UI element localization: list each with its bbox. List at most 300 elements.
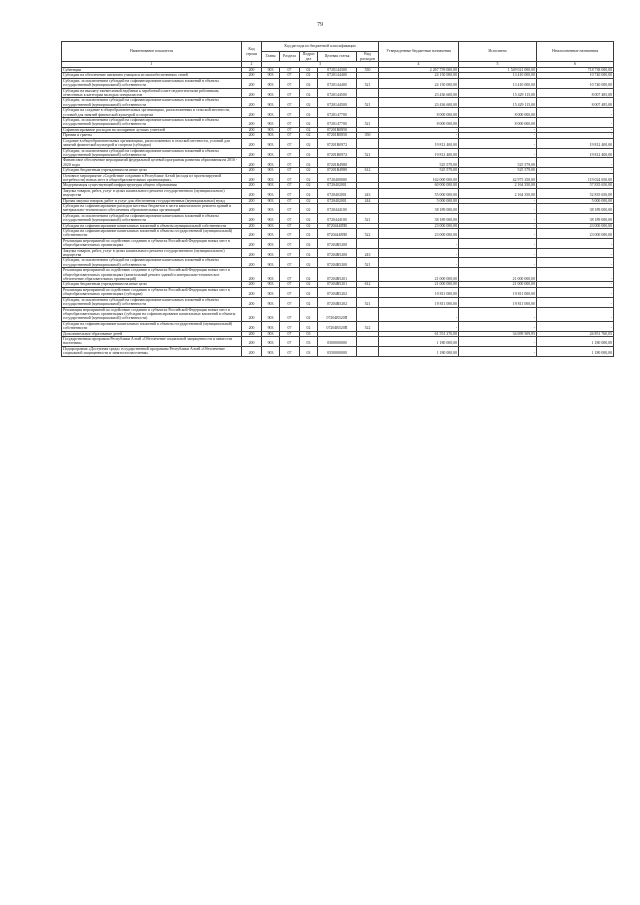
- cell-razdel: 07: [280, 268, 300, 282]
- col-number: 5: [459, 62, 537, 68]
- col-number: 3: [262, 62, 379, 68]
- cell-glava: 903: [262, 321, 280, 331]
- cell-name: Создание в общеобразовательных организациях, расположенных в сельской местности, условий для занятий физической культурой и спортом (субсидии): [62, 138, 242, 148]
- cell-podrazdel: 02: [300, 127, 318, 132]
- cell-glava: 903: [262, 188, 280, 198]
- cell-expense-type: 521: [357, 98, 379, 108]
- cell-approved: -: [379, 127, 459, 132]
- cell-approved: 5 000 000,00: [379, 198, 459, 203]
- cell-target-article: 0720444100: [318, 203, 357, 213]
- cell-unexecuted: 10 740 000,00: [537, 73, 614, 78]
- cell-line-code: 200: [242, 248, 262, 258]
- cell-executed: 21 000 000,00: [459, 282, 537, 287]
- cell-line-code: 200: [242, 133, 262, 138]
- table-row: [62, 248, 614, 258]
- cell-executed: -: [459, 138, 537, 148]
- cell-razdel: 07: [280, 148, 300, 158]
- cell-glava: 903: [262, 331, 280, 336]
- cell-unexecuted: -: [537, 133, 614, 138]
- cell-target-article: 07204R5201: [318, 268, 357, 282]
- cell-target-article: 07201R4980: [318, 158, 357, 168]
- cell-unexecuted: -: [537, 238, 614, 248]
- table-row: [62, 148, 614, 158]
- cell-target-article: 07204R5200: [318, 238, 357, 248]
- cell-podrazdel: 02: [300, 258, 318, 268]
- cell-expense-type: 521: [357, 297, 379, 307]
- cell-approved: -: [379, 321, 459, 331]
- cell-name: Закупка товаров, работ, услуг в целях капитального ремонта государственного (муниципального) имущества: [62, 188, 242, 198]
- cell-line-code: 200: [242, 158, 262, 168]
- cell-line-code: 200: [242, 188, 262, 198]
- cell-glava: 903: [262, 158, 280, 168]
- table-row: [62, 188, 614, 198]
- cell-executed: -: [459, 223, 537, 228]
- cell-name: Реализация мероприятий по содействию созданию в субъектах Российской Федерации новых мест в общеобразовательных организациях (субсидии): [62, 287, 242, 297]
- cell-expense-type: 612: [357, 168, 379, 173]
- cell-approved: 60 000 000,00: [379, 183, 459, 188]
- cell-target-article: 07201R0850: [318, 133, 357, 138]
- cell-target-article: 07201R4980: [318, 168, 357, 173]
- cell-podrazdel: 02: [300, 108, 318, 118]
- table-row: [62, 282, 614, 287]
- cell-line-code: 200: [242, 183, 262, 188]
- cell-target-article: 07204448П0: [318, 223, 357, 228]
- cell-podrazdel: 02: [300, 198, 318, 203]
- cell-executed: -: [459, 346, 537, 356]
- cell-razdel: 07: [280, 238, 300, 248]
- cell-unexecuted: -: [537, 287, 614, 297]
- cell-expense-type: [357, 238, 379, 248]
- cell-unexecuted: 8 007 485,00: [537, 88, 614, 98]
- cell-glava: 903: [262, 248, 280, 258]
- cell-glava: 903: [262, 307, 280, 321]
- cell-podrazdel: 03: [300, 331, 318, 336]
- cell-name: Субсидии, за исключением субсидий на софинансирование капитальных вложений в объекты государственной (муниципальной) собственности: [62, 258, 242, 268]
- cell-approved: 19 812 400,00: [379, 138, 459, 148]
- cell-expense-type: 243: [357, 188, 379, 198]
- table-row: [62, 108, 614, 118]
- cell-target-article: 07204R520П: [318, 307, 357, 321]
- cell-podrazdel: 02: [300, 73, 318, 78]
- header-unexecuted: Неисполненные назначения: [537, 42, 614, 62]
- cell-podrazdel: 02: [300, 88, 318, 98]
- cell-podrazdel: 02: [300, 307, 318, 321]
- cell-podrazdel: 02: [300, 138, 318, 148]
- header-executed: Исполнено: [459, 42, 537, 62]
- cell-name: Государственная программа Республики Алтай «Обеспечение социальной защищенности и занятости населения»: [62, 336, 242, 346]
- cell-target-article: 07204R5202: [318, 287, 357, 297]
- table-row: [62, 268, 614, 282]
- header-razdel: Раздела: [280, 52, 300, 62]
- cell-unexecuted: -: [537, 158, 614, 168]
- cell-unexecuted: 23 000 000,00: [537, 229, 614, 239]
- cell-razdel: 07: [280, 248, 300, 258]
- cell-expense-type: [357, 158, 379, 168]
- cell-unexecuted: -: [537, 258, 614, 268]
- cell-approved: 525 579,00: [379, 168, 459, 173]
- cell-executed: -: [459, 133, 537, 138]
- cell-line-code: 200: [242, 282, 262, 287]
- cell-line-code: 200: [242, 307, 262, 321]
- cell-approved: 23 000 000,00: [379, 229, 459, 239]
- cell-unexecuted: -: [537, 118, 614, 128]
- cell-unexecuted: 38 189 000,00: [537, 213, 614, 223]
- cell-target-article: 0720147700: [318, 108, 357, 118]
- cell-glava: 903: [262, 98, 280, 108]
- cell-line-code: 200: [242, 287, 262, 297]
- cell-approved: 23 000 000,00: [379, 223, 459, 228]
- cell-approved: 19 811 000,00: [379, 287, 459, 297]
- table-row: [62, 229, 614, 239]
- cell-target-article: 0720444100: [318, 213, 357, 223]
- cell-unexecuted: 26 851 760,05: [537, 331, 614, 336]
- cell-razdel: 07: [280, 183, 300, 188]
- cell-expense-type: 522: [357, 321, 379, 331]
- cell-unexecuted: 57 835 650,00: [537, 183, 614, 188]
- cell-glava: 903: [262, 73, 280, 78]
- cell-executed: -: [459, 336, 537, 346]
- cell-approved: -: [379, 248, 459, 258]
- cell-target-article: 0720402001: [318, 198, 357, 203]
- cell-line-code: 200: [242, 68, 262, 73]
- cell-glava: 903: [262, 168, 280, 173]
- cell-line-code: 200: [242, 238, 262, 248]
- header-approved: Утвержденные бюджетные назначения: [379, 42, 459, 62]
- cell-name: Финансовое обеспечение мероприятий федеральной целевой программы развития образования на 2016 - 2020 годы: [62, 158, 242, 168]
- cell-name: Дополнительное образование детей: [62, 331, 242, 336]
- cell-glava: 903: [262, 88, 280, 98]
- cell-approved: 21 000 000,00: [379, 282, 459, 287]
- cell-approved: 8 000 000,00: [379, 108, 459, 118]
- cell-approved: 24 150 000,00: [379, 73, 459, 78]
- cell-expense-type: 350: [357, 133, 379, 138]
- cell-glava: 903: [262, 258, 280, 268]
- budget-execution-table: [61, 41, 614, 357]
- cell-name: Реализация мероприятий по содействию созданию в субъектах Российской Федерации новых мест в общеобразовательных организациях (капитальный ремонт зданий и материально-техническое обеспечение образовательных организаций): [62, 268, 242, 282]
- cell-line-code: 200: [242, 203, 262, 213]
- table-row: [62, 346, 614, 356]
- cell-unexecuted: 10 740 000,00: [537, 78, 614, 88]
- cell-unexecuted: -: [537, 108, 614, 118]
- cell-target-article: 07204448П0: [318, 229, 357, 239]
- header-podrazdel: Подраз дел: [300, 52, 318, 62]
- page-number: 79: [317, 22, 323, 28]
- cell-line-code: 200: [242, 118, 262, 128]
- cell-approved: 19 811 000,00: [379, 297, 459, 307]
- cell-name: Субсидии на обеспечение питанием учащихся из малообеспеченных семей: [62, 73, 242, 78]
- cell-glava: 903: [262, 118, 280, 128]
- table-row: [62, 158, 614, 168]
- cell-name: Субсидии на софинансирование капитальных вложений в объекты государственной (муниципальной) собственности: [62, 229, 242, 239]
- cell-podrazdel: 02: [300, 68, 318, 73]
- col-number: 6: [537, 62, 614, 68]
- cell-target-article: 0500000000: [318, 336, 357, 346]
- cell-podrazdel: 02: [300, 133, 318, 138]
- cell-unexecuted: 19 812 400,00: [537, 138, 614, 148]
- cell-glava: 903: [262, 108, 280, 118]
- cell-name: Премии и гранты: [62, 133, 242, 138]
- cell-unexecuted: 1 180 000,00: [537, 346, 614, 356]
- cell-executed: 19 811 000,00: [459, 287, 537, 297]
- cell-podrazdel: 02: [300, 287, 318, 297]
- cell-approved: 8 000 000,00: [379, 118, 459, 128]
- cell-unexecuted: -: [537, 321, 614, 331]
- cell-approved: -: [379, 258, 459, 268]
- cell-unexecuted: 52 835 650,00: [537, 188, 614, 198]
- table-row: [62, 173, 614, 183]
- cell-approved: 55 000 000,00: [379, 188, 459, 198]
- cell-line-code: 200: [242, 229, 262, 239]
- cell-glava: 903: [262, 238, 280, 248]
- cell-approved: 38 189 000,00: [379, 213, 459, 223]
- cell-line-code: 200: [242, 321, 262, 331]
- cell-razdel: 07: [280, 203, 300, 213]
- cell-executed: 42 975 350,00: [459, 173, 537, 183]
- cell-glava: 903: [262, 138, 280, 148]
- table-row: [62, 88, 614, 98]
- cell-razdel: 07: [280, 127, 300, 132]
- header-line-code: Код строки: [242, 42, 262, 62]
- cell-approved: 23 436 600,00: [379, 98, 459, 108]
- cell-target-article: 0550000000: [318, 346, 357, 356]
- cell-glava: 903: [262, 223, 280, 228]
- cell-podrazdel: 02: [300, 98, 318, 108]
- cell-name: Субсидии на софинансирование капитальных вложений в объекты государственной (муниципальной) собственности: [62, 321, 242, 331]
- cell-executed: 13 410 000,00: [459, 78, 537, 88]
- cell-executed: -: [459, 321, 537, 331]
- table-body: [62, 68, 614, 357]
- cell-approved: 2 267 759 000,00: [379, 68, 459, 73]
- table-row: [62, 183, 614, 188]
- cell-unexecuted: -: [537, 307, 614, 321]
- cell-razdel: 07: [280, 78, 300, 88]
- cell-razdel: 07: [280, 297, 300, 307]
- cell-glava: 903: [262, 183, 280, 188]
- cell-executed: -: [459, 248, 537, 258]
- header-kbk: Код расхода по бюджетной классификации: [262, 42, 379, 52]
- cell-glava: 903: [262, 133, 280, 138]
- cell-podrazdel: 02: [300, 297, 318, 307]
- cell-podrazdel: 02: [300, 118, 318, 128]
- cell-unexecuted: -: [537, 297, 614, 307]
- cell-target-article: 0720400000: [318, 173, 357, 183]
- cell-razdel: 07: [280, 336, 300, 346]
- cell-line-code: 200: [242, 346, 262, 356]
- cell-target-article: 07204R520П: [318, 321, 357, 331]
- cell-unexecuted: 38 189 000,00: [537, 203, 614, 213]
- table-row: [62, 118, 614, 128]
- cell-line-code: 200: [242, 98, 262, 108]
- cell-target-article: 0720144400: [318, 78, 357, 88]
- cell-unexecuted: 1 180 000,00: [537, 336, 614, 346]
- cell-executed: 2 164 350,00: [459, 188, 537, 198]
- cell-name: Субсидии, за исключением субсидий на софинансирование капитальных вложений в объекты государственной (муниципальной) собственности: [62, 213, 242, 223]
- cell-line-code: 200: [242, 138, 262, 148]
- cell-name: Субсидии на создание в общеобразовательных организациях, расположенных в сельской местности, условий для занятий физической культурой и спортом: [62, 108, 242, 118]
- cell-name: Софинансирование расходов на поощрение лучших учителей: [62, 127, 242, 132]
- cell-expense-type: [357, 88, 379, 98]
- cell-razdel: 07: [280, 229, 300, 239]
- cell-approved: -: [379, 238, 459, 248]
- cell-glava: 903: [262, 198, 280, 203]
- cell-podrazdel: 02: [300, 148, 318, 158]
- cell-podrazdel: 02: [300, 203, 318, 213]
- table-row: [62, 287, 614, 297]
- cell-expense-type: 521: [357, 118, 379, 128]
- cell-name: Субсидии, за исключением субсидий на софинансирование капитальных вложений в объекты государственной (муниципальной) собственности: [62, 98, 242, 108]
- cell-podrazdel: 02: [300, 188, 318, 198]
- cell-line-code: 200: [242, 336, 262, 346]
- cell-expense-type: [357, 287, 379, 297]
- cell-executed: 13 410 000,00: [459, 73, 537, 78]
- cell-expense-type: [357, 108, 379, 118]
- cell-executed: 21 000 000,00: [459, 268, 537, 282]
- cell-target-article: 0720144300: [318, 68, 357, 73]
- cell-glava: 903: [262, 229, 280, 239]
- cell-name: Субсидии на выплату ежемесячной надбавки к заработной плате педагогическим работникам, отнесенных к категории молодых специалистов: [62, 88, 242, 98]
- cell-razdel: 07: [280, 168, 300, 173]
- cell-name: Реализация мероприятий по содействию созданию в субъектах Российской Федерации новых мест в общеобразовательных организациях (субсидии на софинансирование капитальных вложений в объекты государственной (муниципальной) собственности): [62, 307, 242, 321]
- cell-name: Субсидии, за исключением субсидий на софинансирование капитальных вложений в объекты государственной (муниципальной) собственности: [62, 297, 242, 307]
- cell-razdel: 07: [280, 68, 300, 73]
- cell-unexecuted: 718 738 000,00: [537, 68, 614, 73]
- col-number: 2: [242, 62, 262, 68]
- cell-target-article: 07204R5202: [318, 297, 357, 307]
- cell-executed: 34 699 509,95: [459, 331, 537, 336]
- cell-podrazdel: 02: [300, 183, 318, 188]
- cell-line-code: 200: [242, 258, 262, 268]
- cell-approved: 24 150 000,00: [379, 78, 459, 88]
- cell-executed: -: [459, 307, 537, 321]
- cell-line-code: 200: [242, 88, 262, 98]
- cell-razdel: 07: [280, 346, 300, 356]
- cell-line-code: 200: [242, 148, 262, 158]
- cell-razdel: 07: [280, 198, 300, 203]
- cell-expense-type: [357, 268, 379, 282]
- cell-line-code: 200: [242, 331, 262, 336]
- cell-name: Основное мероприятие «Содействие созданию в Республике Алтай (исходя из прогнозируемой потребности) новых мест в общеобразовательных организациях»: [62, 173, 242, 183]
- cell-line-code: 200: [242, 297, 262, 307]
- table-row: [62, 168, 614, 173]
- cell-glava: 903: [262, 68, 280, 73]
- cell-name: Субсидии на софинансирование расходов местных бюджетов в части капитального ремонта зданий и материально-технического обеспечения образовательных организаций: [62, 203, 242, 213]
- cell-expense-type: 521: [357, 78, 379, 88]
- table-row: [62, 98, 614, 108]
- cell-target-article: 0720402001: [318, 188, 357, 198]
- cell-line-code: 200: [242, 198, 262, 203]
- cell-razdel: 07: [280, 307, 300, 321]
- cell-name: Субсидии, за исключением субсидий на софинансирование капитальных вложений в объекты государственной (муниципальной) собственности: [62, 148, 242, 158]
- cell-glava: 903: [262, 173, 280, 183]
- table-row: [62, 321, 614, 331]
- cell-razdel: 07: [280, 108, 300, 118]
- cell-executed: 525 579,00: [459, 168, 537, 173]
- cell-expense-type: [357, 346, 379, 356]
- cell-executed: 1 549 021 000,00: [459, 68, 537, 73]
- cell-unexecuted: -: [537, 248, 614, 258]
- cell-podrazdel: 02: [300, 223, 318, 228]
- cell-line-code: 200: [242, 73, 262, 78]
- cell-approved: 19 812 400,00: [379, 148, 459, 158]
- cell-target-article: 07204R5200: [318, 258, 357, 268]
- cell-razdel: 07: [280, 188, 300, 198]
- cell-approved: 525 579,00: [379, 158, 459, 168]
- header-name: Наименование показателя: [62, 42, 242, 62]
- cell-executed: 2 164 350,00: [459, 183, 537, 188]
- cell-name: Субвенции: [62, 68, 242, 73]
- cell-approved: -: [379, 133, 459, 138]
- cell-executed: -: [459, 148, 537, 158]
- cell-glava: 903: [262, 346, 280, 356]
- cell-target-article: 0720144500: [318, 98, 357, 108]
- cell-glava: 903: [262, 336, 280, 346]
- cell-glava: 903: [262, 148, 280, 158]
- cell-name: Субсидии на софинансирование капитальных вложений в объекты муниципальной собственности: [62, 223, 242, 228]
- header-target-article: Целевая статья: [318, 52, 357, 62]
- cell-line-code: 200: [242, 173, 262, 183]
- cell-approved: 162 000 000,00: [379, 173, 459, 183]
- cell-razdel: 07: [280, 213, 300, 223]
- header-glava: Главы: [262, 52, 280, 62]
- cell-razdel: 07: [280, 321, 300, 331]
- cell-executed: -: [459, 198, 537, 203]
- cell-target-article: 07201R0972: [318, 148, 357, 158]
- cell-glava: 903: [262, 203, 280, 213]
- cell-expense-type: [357, 138, 379, 148]
- cell-glava: 903: [262, 297, 280, 307]
- cell-expense-type: 521: [357, 148, 379, 158]
- cell-razdel: 07: [280, 173, 300, 183]
- cell-approved: 1 180 000,00: [379, 346, 459, 356]
- cell-approved: 38 189 000,00: [379, 203, 459, 213]
- cell-name: Закупка товаров, работ, услуг в целях капитального ремонта государственного (муниципального) имущества: [62, 248, 242, 258]
- cell-name: Субсидии бюджетным учреждениям на иные цели: [62, 282, 242, 287]
- cell-glava: 903: [262, 127, 280, 132]
- table-row: [62, 78, 614, 88]
- cell-razdel: 07: [280, 73, 300, 78]
- cell-name: Подпрограмма «Доступная среда» государственной программы Республики Алтай «Обеспечение социальной защищенности и занятости населения»: [62, 346, 242, 356]
- cell-podrazdel: 02: [300, 158, 318, 168]
- cell-unexecuted: 23 000 000,00: [537, 223, 614, 228]
- header-expense-type: Вид расходов: [357, 52, 379, 62]
- cell-unexecuted: 119 024 650,00: [537, 173, 614, 183]
- cell-target-article: 07201R0972: [318, 138, 357, 148]
- cell-podrazdel: 02: [300, 248, 318, 258]
- cell-podrazdel: 02: [300, 229, 318, 239]
- cell-line-code: 200: [242, 213, 262, 223]
- cell-line-code: 200: [242, 78, 262, 88]
- col-number: 1: [62, 62, 242, 68]
- cell-target-article: 07204R5200: [318, 248, 357, 258]
- table-row: [62, 307, 614, 321]
- col-number: 4: [379, 62, 459, 68]
- cell-podrazdel: 02: [300, 238, 318, 248]
- cell-razdel: 07: [280, 138, 300, 148]
- cell-target-article: 0720144500: [318, 88, 357, 98]
- cell-razdel: 07: [280, 158, 300, 168]
- cell-glava: 903: [262, 78, 280, 88]
- cell-line-code: 200: [242, 268, 262, 282]
- cell-approved: 1 180 000,00: [379, 336, 459, 346]
- cell-unexecuted: -: [537, 282, 614, 287]
- cell-expense-type: [357, 336, 379, 346]
- cell-razdel: 07: [280, 133, 300, 138]
- cell-name: Реализация мероприятий по содействию созданию в субъектах Российской Федерации новых мест в общеобразовательных организациях: [62, 238, 242, 248]
- cell-line-code: 200: [242, 168, 262, 173]
- cell-expense-type: 243: [357, 248, 379, 258]
- cell-unexecuted: -: [537, 268, 614, 282]
- cell-expense-type: 521: [357, 213, 379, 223]
